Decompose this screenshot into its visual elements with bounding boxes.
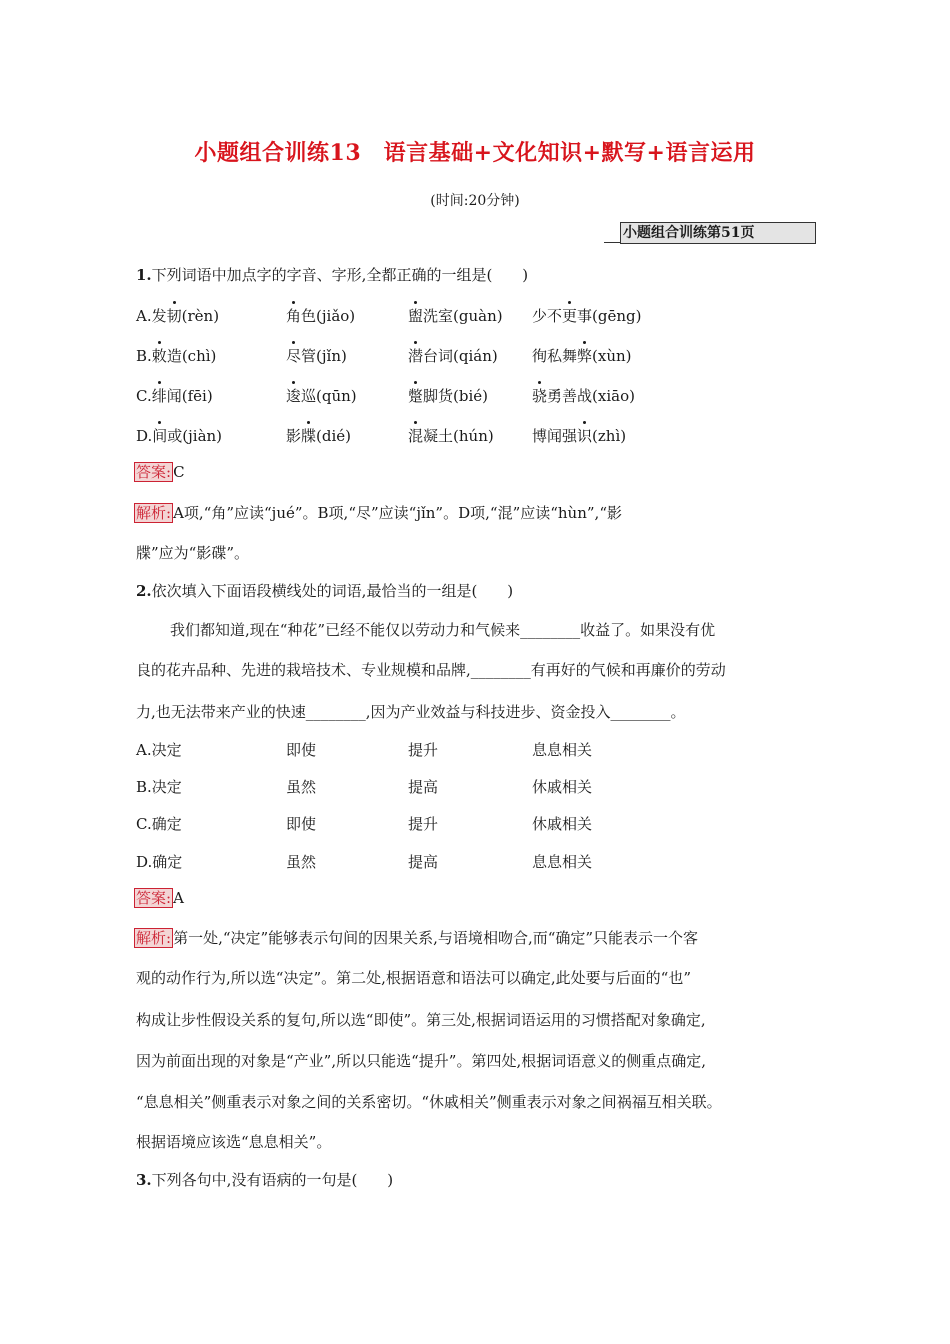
q1-option-d-word2: 影牒(dié) bbox=[286, 427, 352, 445]
q2-option-d-4: 息息相关 bbox=[532, 853, 593, 871]
question-number: 3. bbox=[136, 1171, 152, 1189]
answer-value: C bbox=[173, 463, 185, 481]
q2-option-d-2: 虽然 bbox=[286, 853, 317, 871]
question-3-stem bbox=[136, 1169, 393, 1190]
q2-option-d-1: D.确定 bbox=[136, 853, 183, 871]
analysis-label: 解析: bbox=[136, 929, 172, 947]
q1-option-c-word2: 逡巡(qūn) bbox=[286, 387, 357, 405]
q2-option-c-2: 即使 bbox=[286, 815, 317, 833]
q2-passage-line-1: 我们都知道,现在“种花”已经不能仅以劳动力和气候来________收益了。如果没有优 bbox=[170, 621, 716, 639]
q2-option-c-1: C.确定 bbox=[136, 815, 182, 833]
q2-option-b-2: 虽然 bbox=[286, 778, 317, 796]
q2-option-d-3: 提高 bbox=[408, 853, 439, 871]
q1-option-a-word2: 角色(jiǎo) bbox=[286, 307, 356, 325]
q1-option-d-word3: 混凝土(hún) bbox=[408, 427, 494, 445]
q1-option-b-word4: 徇私舞弊(xùn) bbox=[532, 347, 632, 365]
answer-label: 答案: bbox=[136, 463, 172, 481]
q1-option-c-word3: 蹩脚货(bié) bbox=[408, 387, 488, 405]
page-ref-underline bbox=[604, 242, 620, 243]
q2-option-b-3: 提高 bbox=[408, 778, 439, 796]
question-number: 2. bbox=[136, 582, 152, 600]
q1-option-b-word2: 尽管(jǐn) bbox=[286, 347, 347, 365]
q2-analysis-line-4: 因为前面出现的对象是“产业”,所以只能选“提升”。第四处,根据词语意义的侧重点确定, bbox=[136, 1052, 706, 1070]
q1-option-d-word1: D.间或(jiàn) bbox=[136, 427, 223, 445]
q2-option-a-3: 提升 bbox=[408, 741, 439, 759]
q2-analysis-line-1: 解析: 第一处,“决定”能够表示句间的因果关系,与语境相吻合,而“确定”只能表示一个客 bbox=[136, 929, 699, 947]
q2-option-a-4: 息息相关 bbox=[532, 741, 593, 759]
q2-option-c-3: 提升 bbox=[408, 815, 439, 833]
q1-option-a-word1: A.发韧(rèn) bbox=[136, 307, 220, 325]
q2-option-a-2: 即使 bbox=[286, 741, 317, 759]
q1-analysis-line-2: 牒”应为“影碟”。 bbox=[136, 544, 250, 562]
page-reference-box: 小题组合训练第51页 bbox=[620, 222, 816, 244]
q2-passage-line-2: 良的花卉品种、先进的栽培技术、专业规模和品牌,________有再好的气候和再廉价的劳动 bbox=[136, 661, 726, 679]
analysis-label: 解析: bbox=[136, 504, 172, 522]
q2-analysis-line-6: 根据语境应该选“息息相关”。 bbox=[136, 1133, 332, 1151]
q2-option-b-1: B.决定 bbox=[136, 778, 182, 796]
q1-option-b-word3: 潜台词(qián) bbox=[408, 347, 498, 365]
question-text: 下列各句中,没有语病的一句是( ) bbox=[151, 1171, 394, 1189]
answer-label: 答案: bbox=[136, 889, 172, 907]
q1-answer bbox=[134, 462, 185, 482]
time-limit: (时间:20分钟) bbox=[430, 193, 520, 209]
q1-option-d-word4: 博闻强识(zhì) bbox=[532, 427, 627, 445]
q1-option-c-word4: 骁勇善战(xiāo) bbox=[532, 387, 635, 405]
q2-option-c-4: 休戚相关 bbox=[532, 815, 593, 833]
question-1-stem bbox=[136, 264, 528, 285]
q1-option-b-word1: B.敕造(chì) bbox=[136, 347, 217, 365]
question-number: 1. bbox=[136, 266, 152, 284]
q1-analysis-line-1: 解析: A项,“角”应读“jué”。B项,“尽”应读“jǐn”。D项,“混”应读“hùn”,“影 bbox=[136, 504, 622, 522]
q2-answer bbox=[134, 888, 184, 908]
answer-value: A bbox=[173, 889, 184, 907]
question-2-stem bbox=[136, 580, 513, 601]
q2-analysis-line-2: 观的动作行为,所以选“决定”。第二处,根据语意和语法可以确定,此处要与后面的“也” bbox=[136, 969, 691, 987]
q2-option-b-4: 休戚相关 bbox=[532, 778, 593, 796]
q2-analysis-line-3: 构成让步性假设关系的复句,所以选“即使”。第三处,根据词语运用的习惯搭配对象确定, bbox=[136, 1011, 706, 1029]
q2-passage-line-3: 力,也无法带来产业的快速________,因为产业效益与科技进步、资金投入________。 bbox=[136, 703, 686, 721]
q1-option-c-word1: C.绯闻(fēi) bbox=[136, 387, 213, 405]
q2-analysis-line-5: “息息相关”侧重表示对象之间的关系密切。“休戚相关”侧重表示对象之间祸福互相关联。 bbox=[136, 1093, 722, 1111]
q1-option-a-word3: 盥洗室(guàn) bbox=[408, 307, 503, 325]
q1-option-a-word4: 少不更事(gēng) bbox=[532, 307, 642, 325]
question-text: 下列词语中加点字的字音、字形,全都正确的一组是( ) bbox=[151, 266, 529, 284]
question-text: 依次填入下面语段横线处的词语,最恰当的一组是( ) bbox=[151, 582, 514, 600]
page-title: 小题组合训练13 语言基础+文化知识+默写+语言运用 bbox=[194, 140, 756, 166]
q2-option-a-1: A.决定 bbox=[136, 741, 182, 759]
